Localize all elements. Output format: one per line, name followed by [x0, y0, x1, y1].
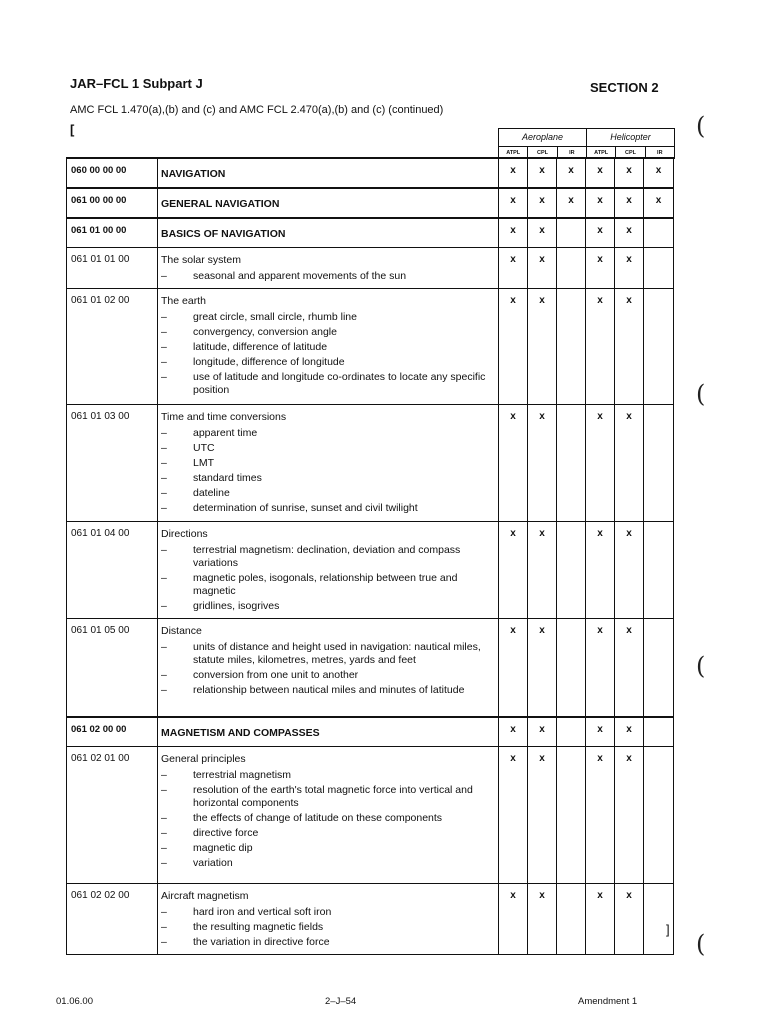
syllabus-code: 061 01 05 00: [67, 619, 158, 717]
mark-cpl-helicopter: x: [615, 405, 644, 522]
bullet-dash: –: [161, 487, 167, 499]
mark-ir-helicopter: [644, 289, 674, 405]
mark-ir-aeroplane: [557, 717, 586, 747]
syllabus-row: [67, 717, 674, 747]
syllabus-code: 061 02 01 00: [67, 746, 158, 883]
mark-cpl-aeroplane: x: [528, 883, 557, 954]
topic-item-text: the resulting magnetic fields: [193, 920, 324, 933]
mark-ir-aeroplane: [557, 883, 586, 954]
topic-item: [161, 371, 494, 397]
column-header-box: [498, 128, 675, 159]
syllabus-code: 061 01 04 00: [67, 522, 158, 619]
page-header-section: SECTION 2: [590, 80, 659, 95]
column-ir-aeroplane: IR: [557, 147, 586, 159]
mark-cpl-helicopter: x: [615, 158, 644, 188]
mark-cpl-helicopter: x: [615, 883, 644, 954]
mark-atpl-helicopter: x: [586, 883, 615, 954]
bullet-dash: –: [161, 356, 167, 368]
mark-cpl-aeroplane: x: [528, 188, 557, 218]
bullet-dash: –: [161, 371, 167, 383]
topic-item-text: apparent time: [193, 427, 258, 439]
bullet-dash: –: [161, 841, 167, 854]
amc-subheading: AMC FCL 1.470(a),(b) and (c) and AMC FCL 2.470(a),(b) and (c) (continued): [70, 104, 444, 116]
syllabus-row: [67, 218, 674, 248]
bullet-dash: –: [161, 684, 167, 696]
topic-item-text: terrestrial magnetism: [193, 768, 292, 781]
bullet-dash: –: [161, 856, 167, 869]
footer-page-number: 2–J–54: [325, 996, 357, 1007]
topic-item: [161, 827, 494, 840]
syllabus-row: [67, 405, 674, 522]
bullet-dash: –: [161, 442, 167, 454]
mark-cpl-helicopter: x: [615, 218, 644, 248]
topic-item-text: magnetic dip: [193, 841, 253, 854]
mark-cpl-helicopter: x: [615, 289, 644, 405]
topic-item-text: terrestrial magnetism: declination, deviation and compass variations: [193, 544, 461, 569]
mark-cpl-aeroplane: x: [528, 405, 557, 522]
mark-atpl-helicopter: x: [586, 188, 615, 218]
mark-atpl-aeroplane: x: [499, 405, 528, 522]
bullet-dash: –: [161, 641, 167, 653]
mark-atpl-aeroplane: x: [499, 619, 528, 717]
mark-ir-helicopter: [644, 619, 674, 717]
bullet-dash: –: [161, 669, 167, 681]
bullet-dash: –: [161, 783, 167, 796]
mark-atpl-helicopter: x: [586, 248, 615, 289]
mark-ir-helicopter: [644, 746, 674, 883]
topic-item-text: seasonal and apparent movements of the sun: [193, 270, 407, 282]
mark-cpl-helicopter: x: [615, 717, 644, 747]
bullet-dash: –: [161, 311, 167, 323]
mark-atpl-aeroplane: x: [499, 218, 528, 248]
topic-title: GENERAL NAVIGATION: [161, 198, 280, 210]
mark-atpl-helicopter: x: [586, 405, 615, 522]
mark-cpl-aeroplane: x: [528, 717, 557, 747]
topic-item-text: directive force: [193, 826, 259, 839]
syllabus-row: [67, 158, 674, 188]
mark-ir-aeroplane: x: [557, 188, 586, 218]
mark-ir-helicopter: [644, 717, 674, 747]
syllabus-topic: [158, 218, 499, 248]
footer-amendment: Amendment 1: [578, 996, 638, 1007]
syllabus-code: 061 02 02 00: [67, 883, 158, 954]
syllabus-topic: [158, 883, 499, 954]
topic-item: [161, 502, 494, 515]
mark-cpl-helicopter: x: [615, 619, 644, 717]
topic-item: [161, 326, 494, 339]
topic-title: Time and time conversions: [161, 411, 287, 423]
topic-item: [161, 769, 494, 782]
syllabus-topic: [158, 158, 499, 188]
topic-item-text: units of distance and height used in navigation: nautical miles, statute miles, kilometres, metres, yards and feet: [193, 641, 481, 666]
topic-title: General principles: [161, 752, 246, 765]
topic-title: The solar system: [161, 254, 241, 266]
topic-item: [161, 356, 494, 369]
column-group-helicopter: Helicopter: [586, 129, 674, 146]
topic-item: [161, 921, 494, 934]
mark-cpl-helicopter: x: [615, 248, 644, 289]
amendment-bracket-open: [: [70, 122, 75, 137]
syllabus-code: 060 00 00 00: [67, 158, 158, 188]
mark-ir-helicopter: [644, 248, 674, 289]
syllabus-topic: [158, 619, 499, 717]
binder-hole-mark: (: [696, 652, 706, 680]
topic-title: Directions: [161, 528, 208, 540]
mark-ir-aeroplane: [557, 746, 586, 883]
topic-item-text: standard times: [193, 472, 262, 484]
bullet-dash: –: [161, 826, 167, 839]
mark-atpl-aeroplane: x: [499, 746, 528, 883]
bullet-dash: –: [161, 502, 167, 514]
syllabus-code: 061 01 00 00: [67, 218, 158, 248]
syllabus-topic: [158, 522, 499, 619]
bullet-dash: –: [161, 768, 167, 781]
syllabus-row: [67, 289, 674, 405]
topic-item-text: latitude, difference of latitude: [193, 341, 328, 353]
bullet-dash: –: [161, 341, 167, 353]
topic-item: [161, 669, 494, 682]
bullet-dash: –: [161, 920, 167, 933]
bullet-dash: –: [161, 270, 167, 282]
column-ir-helicopter: IR: [645, 147, 674, 159]
syllabus-code: 061 01 01 00: [67, 248, 158, 289]
mark-cpl-aeroplane: x: [528, 158, 557, 188]
bullet-dash: –: [161, 544, 167, 556]
topic-item: [161, 784, 494, 810]
topic-item-text: LMT: [193, 457, 214, 469]
topic-item: [161, 684, 494, 697]
syllabus-row: [67, 746, 674, 883]
mark-ir-helicopter: [644, 883, 674, 954]
bullet-dash: –: [161, 572, 167, 584]
topic-item: [161, 544, 494, 570]
mark-ir-aeroplane: [557, 405, 586, 522]
topic-title: Aircraft magnetism: [161, 889, 249, 902]
syllabus-row: [67, 619, 674, 717]
mark-atpl-helicopter: x: [586, 218, 615, 248]
mark-cpl-helicopter: x: [615, 188, 644, 218]
bullet-dash: –: [161, 600, 167, 612]
syllabus-topic: [158, 289, 499, 405]
binder-hole-mark: (: [696, 930, 706, 958]
syllabus-row: [67, 188, 674, 218]
column-cpl-aeroplane: CPL: [527, 147, 556, 159]
topic-item-text: the variation in directive force: [193, 935, 330, 948]
syllabus-topic: [158, 248, 499, 289]
bullet-dash: –: [161, 905, 167, 918]
mark-ir-helicopter: [644, 522, 674, 619]
mark-cpl-helicopter: x: [615, 522, 644, 619]
topic-item-text: UTC: [193, 442, 215, 454]
topic-item: [161, 457, 494, 470]
mark-ir-helicopter: x: [644, 158, 674, 188]
topic-item: [161, 572, 494, 598]
mark-cpl-helicopter: x: [615, 746, 644, 883]
syllabus-code: 061 01 02 00: [67, 289, 158, 405]
mark-cpl-aeroplane: x: [528, 619, 557, 717]
binder-hole-mark: (: [696, 112, 706, 140]
mark-ir-aeroplane: [557, 522, 586, 619]
column-group-aeroplane: Aeroplane: [521, 132, 564, 142]
mark-cpl-aeroplane: x: [528, 289, 557, 405]
mark-ir-aeroplane: [557, 289, 586, 405]
mark-atpl-helicopter: x: [586, 289, 615, 405]
mark-atpl-helicopter: x: [586, 619, 615, 717]
column-cpl-helicopter: CPL: [615, 147, 644, 159]
syllabus-topic: [158, 405, 499, 522]
topic-item: [161, 487, 494, 500]
mark-atpl-helicopter: x: [586, 522, 615, 619]
mark-atpl-aeroplane: x: [499, 158, 528, 188]
mark-cpl-aeroplane: x: [528, 248, 557, 289]
syllabus-code: 061 02 00 00: [67, 717, 158, 747]
topic-item-text: gridlines, isogrives: [193, 600, 280, 612]
topic-title: NAVIGATION: [161, 168, 226, 180]
syllabus-code: 061 01 03 00: [67, 405, 158, 522]
topic-item: [161, 472, 494, 485]
bullet-dash: –: [161, 472, 167, 484]
topic-item-text: use of latitude and longitude co-ordinates to locate any specific position: [193, 371, 486, 396]
column-atpl-aeroplane: ATPL: [506, 150, 521, 156]
mark-atpl-helicopter: x: [586, 158, 615, 188]
mark-ir-aeroplane: x: [557, 158, 586, 188]
topic-item-text: the effects of change of latitude on these components: [193, 811, 443, 824]
syllabus-row: [67, 248, 674, 289]
topic-item: [161, 641, 494, 667]
mark-atpl-aeroplane: x: [499, 289, 528, 405]
topic-item-text: magnetic poles, isogonals, relationship between true and magnetic: [193, 572, 458, 597]
topic-item-text: variation: [193, 856, 233, 869]
syllabus-topic: [158, 746, 499, 883]
mark-ir-helicopter: [644, 405, 674, 522]
bullet-dash: –: [161, 326, 167, 338]
topic-item: [161, 341, 494, 354]
topic-item: [161, 842, 494, 855]
topic-item-text: great circle, small circle, rhumb line: [193, 311, 357, 323]
topic-title: BASICS OF NAVIGATION: [161, 228, 286, 240]
topic-item: [161, 442, 494, 455]
topic-item-text: determination of sunrise, sunset and civil twilight: [193, 502, 418, 514]
mark-ir-aeroplane: [557, 248, 586, 289]
topic-item-text: resolution of the earth's total magnetic force into vertical and horizontal components: [193, 783, 473, 809]
topic-title: Distance: [161, 625, 202, 637]
topic-item: [161, 427, 494, 440]
mark-cpl-aeroplane: x: [528, 218, 557, 248]
syllabus-row: [67, 522, 674, 619]
mark-ir-aeroplane: [557, 619, 586, 717]
syllabus-table: [66, 157, 674, 955]
mark-ir-helicopter: [644, 218, 674, 248]
topic-item: [161, 857, 494, 870]
mark-cpl-aeroplane: x: [528, 522, 557, 619]
bullet-dash: –: [161, 457, 167, 469]
syllabus-row: [67, 883, 674, 954]
topic-item: [161, 600, 494, 613]
mark-atpl-helicopter: x: [586, 746, 615, 883]
mark-ir-helicopter: x: [644, 188, 674, 218]
bullet-dash: –: [161, 427, 167, 439]
mark-cpl-aeroplane: x: [528, 746, 557, 883]
binder-hole-mark: (: [696, 380, 706, 408]
topic-item: [161, 936, 494, 949]
mark-ir-aeroplane: [557, 218, 586, 248]
topic-item: [161, 812, 494, 825]
topic-item-text: hard iron and vertical soft iron: [193, 905, 332, 918]
footer-date: 01.06.00: [56, 996, 93, 1007]
topic-item-text: longitude, difference of longitude: [193, 356, 345, 368]
topic-item: [161, 270, 494, 283]
topic-item-text: conversion from one unit to another: [193, 669, 359, 681]
mark-atpl-helicopter: x: [586, 717, 615, 747]
mark-atpl-aeroplane: x: [499, 248, 528, 289]
bullet-dash: –: [161, 811, 167, 824]
topic-item-text: relationship between nautical miles and minutes of latitude: [193, 684, 465, 696]
amendment-bracket-close: ]: [666, 922, 670, 937]
topic-item-text: convergency, conversion angle: [193, 326, 337, 338]
mark-atpl-aeroplane: x: [499, 883, 528, 954]
topic-item-text: dateline: [193, 487, 230, 499]
syllabus-topic: [158, 188, 499, 218]
column-atpl-helicopter: ATPL: [586, 147, 615, 159]
mark-atpl-aeroplane: x: [499, 717, 528, 747]
topic-item: [161, 311, 494, 324]
topic-title: MAGNETISM AND COMPASSES: [161, 726, 320, 739]
page-header-title: JAR–FCL 1 Subpart J: [70, 76, 203, 91]
syllabus-code: 061 00 00 00: [67, 188, 158, 218]
topic-item: [161, 906, 494, 919]
mark-atpl-aeroplane: x: [499, 188, 528, 218]
syllabus-topic: [158, 717, 499, 747]
topic-title: The earth: [161, 295, 206, 307]
mark-atpl-aeroplane: x: [499, 522, 528, 619]
bullet-dash: –: [161, 935, 167, 948]
